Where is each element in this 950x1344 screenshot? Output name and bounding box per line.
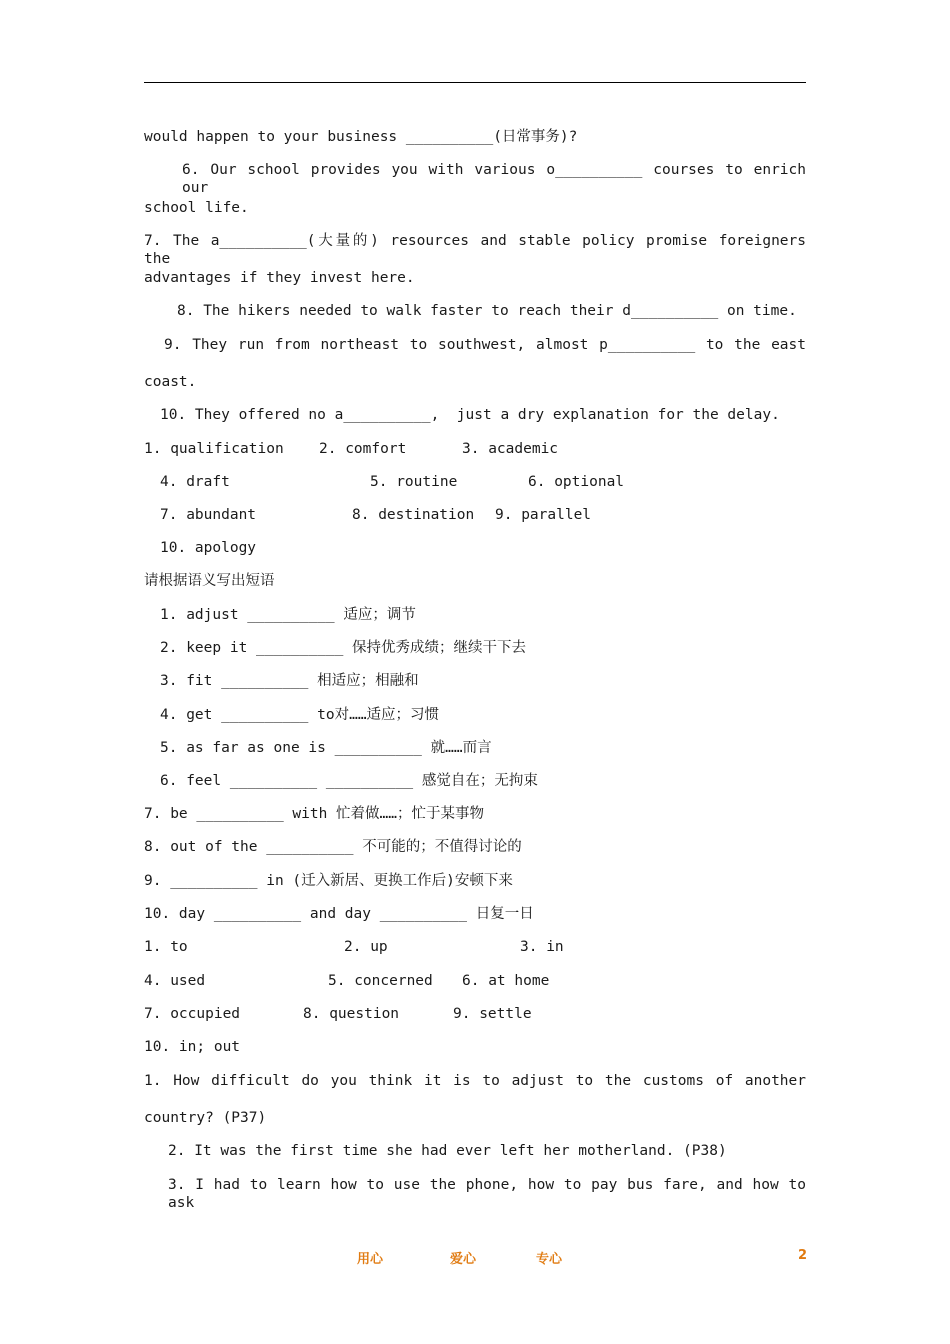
answer-item: 9. settle bbox=[453, 1006, 532, 1022]
footer-word: 专心 bbox=[536, 1252, 563, 1267]
phrase-item: 6. feel __________ __________ 感觉自在；无拘束 bbox=[160, 773, 538, 789]
phrase-item: 8. out of the __________ 不可能的；不值得讨论的 bbox=[144, 839, 522, 855]
footer-word: 用心 bbox=[357, 1252, 384, 1267]
phrase-item: 5. as far as one is __________ 就……而言 bbox=[160, 740, 492, 756]
answer-item: 6. optional bbox=[528, 474, 625, 490]
answer-item: 8. destination bbox=[352, 507, 475, 523]
answer-item: 10. apology bbox=[160, 540, 257, 556]
exercise-line: advantages if they invest here. bbox=[144, 270, 415, 286]
answer-item: 4. draft bbox=[160, 474, 230, 490]
phrase-item: 9. __________ in (迁入新居、更换工作后)安顿下来 bbox=[144, 873, 513, 889]
header-rule bbox=[144, 82, 806, 83]
answer-item: 7. abundant bbox=[160, 507, 257, 523]
answer-item: 3. in bbox=[520, 939, 564, 955]
phrase-item: 7. be __________ with 忙着做……；忙于某事物 bbox=[144, 806, 485, 822]
answer-item: 5. routine bbox=[370, 474, 458, 490]
exercise-line: would happen to your business __________(日常事务)? bbox=[144, 129, 578, 145]
answer-item: 1. to bbox=[144, 939, 188, 955]
section-title: 请根据语义写出短语 bbox=[144, 573, 275, 589]
exercise-line: school life. bbox=[144, 200, 249, 216]
answer-item: 4. used bbox=[144, 973, 206, 989]
answer-item: 2. comfort bbox=[319, 441, 407, 457]
page-number: 2 bbox=[798, 1248, 808, 1263]
exercise-line: 9. They run from northeast to southwest, almost p__________ to the east bbox=[164, 337, 806, 353]
answer-item: 5. concerned bbox=[328, 973, 433, 989]
answer-item: 3. academic bbox=[462, 441, 559, 457]
footer-word: 爱心 bbox=[450, 1252, 477, 1267]
answer-item: 6. at home bbox=[462, 973, 550, 989]
phrase-item: 4. get __________ to对……适应；习惯 bbox=[160, 707, 440, 723]
answer-item: 8. question bbox=[303, 1006, 400, 1022]
phrase-item: 2. keep it __________ 保持优秀成绩；继续干下去 bbox=[160, 640, 527, 656]
sentence-line: 3. I had to learn how to use the phone, how to pay bus fare, and how to ask bbox=[168, 1177, 806, 1211]
sentence-line: 1. How difficult do you think it is to adjust to the customs of another bbox=[144, 1073, 806, 1089]
phrase-item: 1. adjust __________ 适应；调节 bbox=[160, 607, 416, 623]
exercise-line: 8. The hikers needed to walk faster to reach their d__________ on time. bbox=[177, 303, 797, 319]
answer-item: 2. up bbox=[344, 939, 388, 955]
answer-item: 10. in; out bbox=[144, 1039, 241, 1055]
phrase-item: 3. fit __________ 相适应；相融和 bbox=[160, 673, 419, 689]
exercise-line: 7. The a__________(大量的) resources and stable policy promise foreigners the bbox=[144, 233, 806, 267]
exercise-line: 6. Our school provides you with various o__________ courses to enrich our bbox=[182, 162, 806, 196]
exercise-line: 10. They offered no a__________, just a dry explanation for the delay. bbox=[160, 407, 780, 423]
phrase-item: 10. day __________ and day __________ 日复一日 bbox=[144, 906, 534, 922]
answer-item: 9. parallel bbox=[495, 507, 592, 523]
exercise-line: coast. bbox=[144, 374, 197, 390]
answer-item: 1. qualification bbox=[144, 441, 284, 457]
answer-item: 7. occupied bbox=[144, 1006, 241, 1022]
sentence-line: 2. It was the first time she had ever left her motherland. (P38) bbox=[168, 1143, 727, 1159]
sentence-line: country? (P37) bbox=[144, 1110, 267, 1126]
